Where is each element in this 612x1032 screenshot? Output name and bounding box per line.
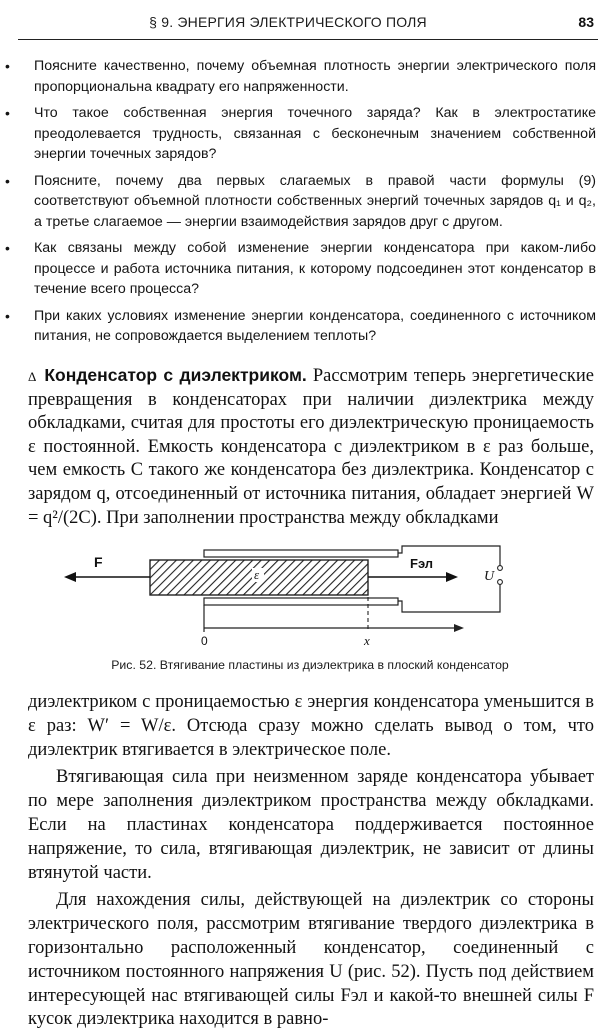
body-text (28, 691, 594, 1032)
paragraph-2: Втягивающая сила при неизменном заряде конденсатора убывает по мере заполнения диэлектриком пространства между обкладками. Если на пластинах конденсатора поддерживается постоянное напряжение, то сила, втягивающая диэлектрик, не зависит от длины втянутой части. (28, 767, 594, 883)
terminal-top (498, 566, 503, 571)
arrow-head-right-icon (446, 572, 458, 582)
epsilon-label: ε (254, 567, 260, 582)
bullet-icon: • (5, 307, 10, 324)
label-zero: 0 (201, 634, 208, 648)
running-header (18, 12, 598, 36)
paragraph-1: диэлектриком с проницаемостью ε энергия конденсатора уменьшится в ε раз: W′ = W/ε. Отсюда сразу можно сделать вывод о том, что диэлектрик втягивается в электрическое поле. (28, 692, 594, 760)
bullet-icon: • (5, 105, 10, 121)
question-text: Как связаны между собой изменение энергии конденсатора при каком-либо процессе и работа источника питания, к которому подсоединен этот конденсатор в течение всего процесса? (34, 240, 596, 297)
header-rule (18, 39, 598, 40)
question-text: При каких условиях изменение энергии конденсатора, соединенного с источником питания, не сопровождается выделением теплоты? (34, 307, 596, 344)
question-item (0, 56, 612, 97)
question-item (0, 171, 612, 233)
section-text: Рассмотрим теперь энергетические превращения в конденсаторах при наличии диэлектрика между обкладками, считая для простоты его диэлектрическую проницаемость ε постоянной. Емкость конденсатора с диэлектриком в ε раз больше, чем емкость C такого же конденсатора без диэлектрика. Конденсатор с зарядом q, отсоединенный от источника питания, обладает энергией W = q²/(2C). При заполнении пространства между обкладками (28, 366, 595, 528)
question-item (0, 238, 612, 300)
lower-plate (204, 598, 398, 605)
bullet-icon: • (5, 172, 10, 189)
figure-caption: Рис. 52. Втягивание пластины из диэлектрика в плоский конденсатор (111, 658, 509, 672)
question-text: Что такое собственная энергия точечного заряда? Как в электростатике преодолевается трудность, связанная с бесконечным значением собственной энергии точечных зарядов? (34, 105, 596, 162)
upper-plate (204, 550, 398, 557)
label-x: x (364, 633, 370, 648)
axis-arrow-icon (454, 624, 464, 632)
page-number: 83 (578, 14, 594, 30)
paragraph-3: Для нахождения силы, действующей на диэлектрик со стороны электрического поля, рассмотрим втягивание твердого диэлектрика в горизонтально расположенный конденсатор, соединенный с источником постоянного напряжения U (рис. 52). Пусть под действием интересующей нас втягивающей силы Fэл и какой-то внешней силы F кусок диэлектрика находится в равно- (28, 890, 594, 1030)
label-U: U (484, 569, 495, 584)
question-text: Поясните, почему два первых слагаемых в правой части формулы (9) соответствуют объемной плотности собственных энергий точечных зарядов q₁ и q₂, а третье слагаемое — энергии взаимодействия зарядов друг с другом. (34, 172, 596, 230)
question-item (0, 103, 612, 165)
arrow-head-left-icon (64, 572, 76, 582)
capacitor-figure (60, 540, 560, 658)
question-item (0, 306, 612, 347)
wire-bottom (398, 584, 500, 612)
review-questions (0, 56, 612, 353)
question-text: Поясните качественно, почему объемная плотность энергии электрического поля пропорциональна квадрату его напряженности. (34, 58, 596, 95)
label-Fel: Fэл (410, 556, 434, 571)
bullet-icon: • (5, 58, 10, 74)
triangle-marker-icon: Δ (28, 369, 37, 384)
label-F: F (94, 554, 103, 570)
header-title: § 9. ЭНЕРГИЯ ЭЛЕКТРИЧЕСКОГО ПОЛЯ (149, 14, 427, 30)
section-heading: Конденсатор с диэлектриком. (44, 365, 307, 385)
section-paragraph (28, 364, 594, 530)
bullet-icon: • (5, 240, 10, 256)
terminal-bottom (498, 580, 503, 585)
